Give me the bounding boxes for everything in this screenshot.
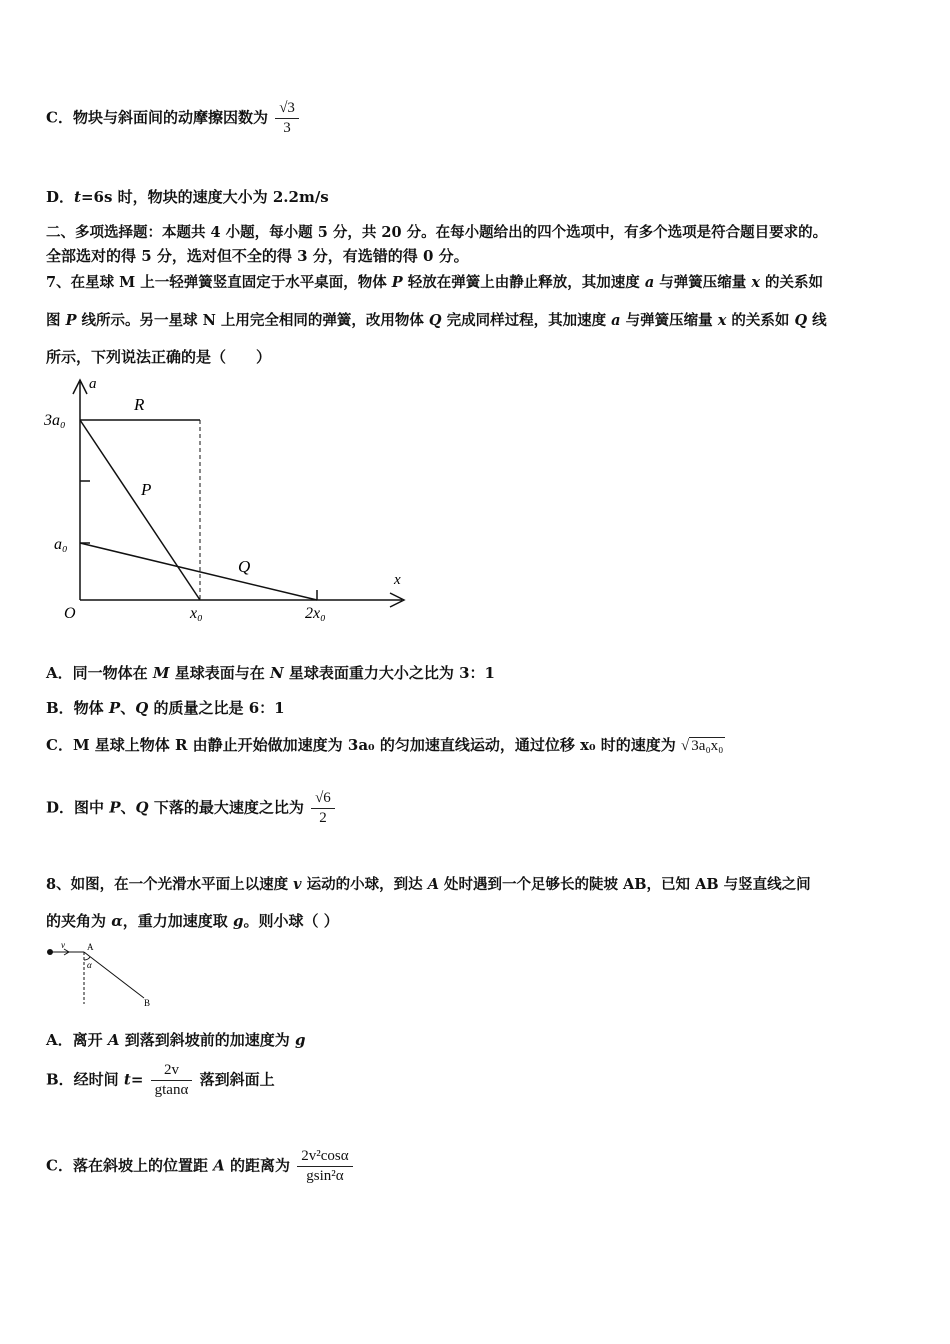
- q7-stem-line2: 图 P 线所示。另一星球 N 上用完全相同的弹簧，改用物体 Q 完成同样过程，其加速度 a 与弹簧压缩量 x 的关系如 Q 线: [46, 312, 827, 329]
- fraction: $\frac{√3}{3}$: [275, 100, 299, 137]
- label-P: P: [141, 480, 152, 499]
- q6-option-d: D．t=6s 时，物块的速度大小为 2.2m/s: [46, 188, 329, 206]
- q7-option-b: B．物体 P、Q 的质量之比是 6：1: [46, 699, 285, 717]
- slope-AB: [84, 952, 144, 998]
- label-a-axis: a: [89, 376, 97, 392]
- svg-text:α: α: [87, 960, 92, 970]
- label-3a0: 3a₀: [44, 412, 66, 429]
- q7-option-d: D．图中 P、Q 下落的最大速度之比为 $\frac{√6}{2}$: [46, 790, 337, 827]
- label-R: R: [134, 395, 145, 414]
- svg-text:B: B: [144, 998, 151, 1008]
- q8-stem-line2: 的夹角为 α，重力加速度取 g。则小球（ ）: [46, 912, 339, 930]
- q8-figure: [40, 938, 170, 1013]
- line-Q: [80, 543, 317, 600]
- q7-stem-line3: 所示，下列说法正确的是（ ）: [46, 348, 272, 366]
- q8-option-c: C．落在斜坡上的位置距 A 的距离为 $\frac{\text{2v²cosα}}{\text{gsin²α}}$: [46, 1148, 355, 1185]
- fraction: $\frac{√6}{2}$: [311, 790, 335, 827]
- q8-stem-line1: 8、如图，在一个光滑水平面上以速度 v 运动的小球，到达 A 处时遇到一个足够长的陡坡 AB，已知 AB 与竖直线之间: [46, 876, 811, 893]
- q7-option-c: C．M 星球上物体 R 由静止开始做加速度为 3a₀ 的匀加速直线运动，通过位移 x₀ 时的速度为 √ 3a₀x₀: [46, 736, 724, 754]
- line-P: [80, 420, 200, 600]
- fraction: $\frac{2v}{gtan\alpha}$: [151, 1062, 193, 1099]
- label-a0: a₀: [54, 536, 68, 553]
- svg-text:A: A: [87, 942, 94, 952]
- ball: [47, 949, 53, 955]
- label-x-axis: x: [394, 572, 401, 588]
- label-x0: x₀: [190, 605, 203, 622]
- q8-option-b: B．经时间 t= $\frac{2v}{gtan\alpha}$ 落到斜面上: [46, 1062, 275, 1098]
- label-origin: O: [64, 605, 76, 622]
- svg-text:v: v: [61, 940, 65, 950]
- section-header-line1: 二、多项选择题：本题共 4 小题，每小题 5 分，共 20 分。在每小题给出的四个选项中，有多个选项是符合题目要求的。: [46, 224, 828, 241]
- q7-graph: [40, 372, 420, 627]
- section-header-line2: 全部选对的得 5 分，选对但不全的得 3 分，有选错的得 0 分。: [46, 247, 469, 265]
- sqrt-expression: √ 3a₀x₀: [681, 738, 724, 754]
- fraction: $\frac{\text{2v²cosα}}{\text{gsin²α}}$: [297, 1148, 352, 1185]
- label-Q: Q: [238, 557, 251, 576]
- q6-option-c: C．物块与斜面间的动摩擦因数为 $\frac{√3}{3}$: [46, 100, 301, 137]
- q7-stem-line1: 7、在星球 M 上一轻弹簧竖直固定于水平桌面，物体 P 轻放在弹簧上由静止释放，其加速度 a 与弹簧压缩量 x 的关系如: [46, 274, 824, 291]
- q7-option-a: A．同一物体在 M 星球表面与在 N 星球表面重力大小之比为 3：1: [46, 664, 495, 682]
- label-2x0: 2x₀: [305, 605, 326, 622]
- q8-option-a: A．离开 A 到落到斜坡前的加速度为 g: [46, 1031, 306, 1049]
